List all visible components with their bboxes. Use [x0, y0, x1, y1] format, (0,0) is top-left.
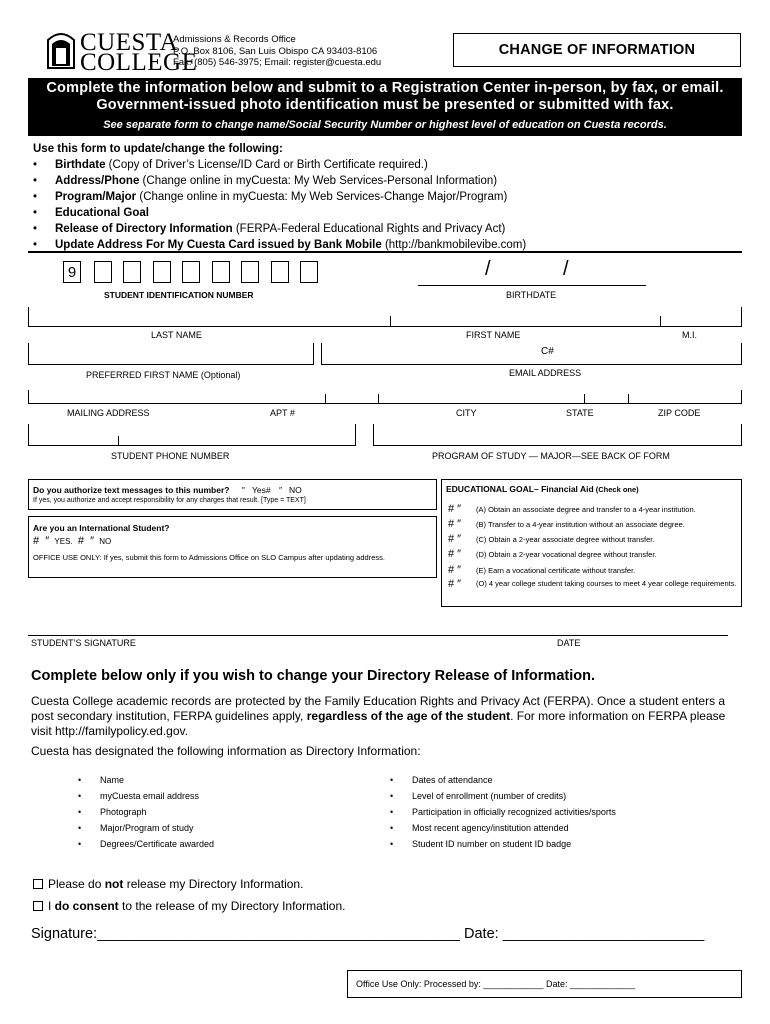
text-message-box — [28, 479, 437, 510]
list-item: • Level of enrollment (number of credits) — [390, 788, 616, 804]
list-item: • Dates of attendance — [390, 772, 616, 788]
list-item: • Student ID number on student ID badge — [390, 836, 616, 852]
form-title: CHANGE OF INFORMATION — [453, 33, 741, 67]
first-name-label: FIRST NAME — [466, 330, 521, 340]
student-id-digit-box[interactable] — [123, 261, 141, 283]
student-id-digit-box[interactable] — [153, 261, 171, 283]
logo-text-college: COLLEGE — [80, 49, 198, 76]
field-divider — [325, 394, 326, 404]
mailing-address-label: MAILING ADDRESS — [67, 408, 150, 418]
student-signature-label: STUDENT’S SIGNATURE — [31, 638, 136, 648]
program-label: PROGRAM OF STUDY — MAJOR—SEE BACK OF FORM — [432, 451, 670, 461]
instruction-banner — [28, 78, 742, 136]
banner-line-1: Complete the information below and submit to a Registration Center in-person, by fax, or email. — [46, 80, 724, 96]
field-divider — [660, 316, 661, 327]
international-question: Are you an International Student? — [33, 523, 170, 533]
office-line: Fax: (805) 546-3975; Email: register@cuesta.edu — [173, 57, 382, 68]
email-field[interactable] — [321, 343, 742, 365]
goal-option[interactable]: # ″ (C) Obtain a 2-year associate degree without transfer. — [448, 533, 655, 545]
state-label: STATE — [566, 408, 594, 418]
intro-heading: Use this form to update/change the following: — [33, 143, 283, 155]
preferred-name-label: PREFERRED FIRST NAME (Optional) — [86, 370, 241, 380]
checkbox-consent[interactable] — [33, 901, 43, 911]
intro-item: • Update Address For My Cuesta Card issued by Bank Mobile (http://bankmobilevibe.com) — [33, 237, 526, 253]
consent-option[interactable]: I do consent to the release of my Directory Information. — [33, 899, 345, 913]
birthdate-line[interactable] — [418, 285, 646, 286]
city-label: CITY — [456, 408, 477, 418]
email-label: EMAIL ADDRESS — [509, 368, 582, 378]
office-line: Admissions & Records Office — [173, 34, 296, 45]
birthdate-slash: / — [485, 258, 491, 280]
checkbox-yes[interactable]: ″ Yes# — [241, 485, 271, 495]
mailing-address-field[interactable] — [28, 390, 742, 404]
field-divider — [584, 394, 585, 404]
text-message-question: Do you authorize text messages to this number? ″ Yes# ″ NO — [33, 485, 302, 495]
phone-field[interactable] — [28, 424, 356, 446]
list-item: • Degrees/Certificate awarded — [78, 836, 214, 852]
student-id-digit-box[interactable] — [212, 261, 230, 283]
mi-label: M.I. — [682, 330, 697, 340]
preferred-name-field[interactable] — [28, 343, 314, 365]
checkbox-no[interactable]: ″ NO — [278, 485, 302, 495]
intro-item: • Educational Goal — [33, 205, 526, 221]
no-release-option[interactable]: Please do not release my Directory Information. — [33, 877, 303, 891]
list-item: • Photograph — [78, 804, 214, 820]
apt-label: APT # — [270, 408, 295, 418]
ferpa-paragraph: Cuesta College academic records are protected by the Family Education Rights and Privacy Act (FERPA). Once a student enters a post secondary institution, FERPA guidelines apply, regardless of the age of the student. For more information on FERPA please visit http://familypolicy.ed.gov. — [31, 694, 726, 738]
student-id-digit-box[interactable] — [271, 261, 289, 283]
directory-list-right — [390, 772, 616, 852]
student-id-digit-box[interactable] — [241, 261, 259, 283]
birthdate-label: BIRTHDATE — [506, 290, 557, 300]
date-label: DATE — [557, 638, 581, 648]
intro-section — [33, 141, 526, 253]
goal-title: EDUCATIONAL GOAL– Financial Aid (Check one) — [446, 484, 639, 494]
checkbox-yes[interactable]: # ″ — [33, 535, 50, 547]
directory-list-left — [78, 772, 214, 852]
field-divider — [628, 394, 629, 404]
intro-item: • Program/Major (Change online in myCuesta: My Web Services-Change Major/Program) — [33, 189, 526, 205]
goal-option[interactable]: # ″ (B) Transfer to a 4-year institution without an associate degree. — [448, 518, 685, 530]
student-id-label: STUDENT IDENTIFICATION NUMBER — [104, 290, 254, 300]
directory-signature-line[interactable]: Signature:_____________________________________________ Date: _________________________ — [31, 926, 705, 942]
goal-option[interactable]: # ″ (E) Earn a vocational certificate without transfer. — [448, 564, 636, 576]
office-line: P.O. Box 8106, San Luis Obispo CA 93403-8106 — [173, 45, 378, 57]
program-field[interactable] — [373, 424, 742, 446]
international-options: # ″ YES. # ″ NO — [33, 535, 112, 547]
educational-goal-box — [441, 479, 742, 607]
field-divider — [390, 316, 391, 327]
zip-label: ZIP CODE — [658, 408, 701, 418]
office-use-box: Office Use Only: Processed by: ____________ Date: _____________ — [347, 970, 742, 998]
directory-intro: Cuesta has designated the following information as Directory Information: — [31, 744, 421, 758]
list-item: • Name — [78, 772, 214, 788]
logo-text-cuesta: CUESTA — [80, 29, 179, 56]
goal-option[interactable]: # ″ (O) 4 year college student taking courses to meet 4 year college requirements. — [448, 578, 737, 590]
goal-option[interactable]: # ″ (D) Obtain a 2-year vocational degree without transfer. — [448, 548, 657, 560]
office-use-note: OFFICE USE ONLY: If yes, submit this form to Admissions Office on SLO Campus after updating address. — [33, 553, 385, 562]
international-box — [28, 516, 437, 578]
directory-heading: Complete below only if you wish to change your Directory Release of Information. — [31, 668, 595, 684]
student-id-digit-box[interactable]: 9 — [63, 261, 81, 283]
field-divider — [118, 436, 119, 446]
checkbox-no[interactable]: # ″ — [77, 535, 95, 547]
goal-option[interactable]: # ″ (A) Obtain an associate degree and transfer to a 4-year institution. — [448, 503, 696, 515]
intro-item: • Release of Directory Information (FERPA-Federal Educational Rights and Privacy Act) — [33, 221, 526, 237]
list-item: • Most recent agency/institution attended — [390, 820, 616, 836]
list-item: • Major/Program of study — [78, 820, 214, 836]
intro-item: • Birthdate (Copy of Driver’s License/ID Card or Birth Certificate required.) — [33, 157, 526, 173]
office-contact — [173, 34, 381, 69]
field-divider — [378, 394, 379, 404]
student-id-digit-box[interactable] — [300, 261, 318, 283]
checkbox-no-release[interactable] — [33, 879, 43, 889]
banner-line-2: Government-issued photo identification must be presented or submitted with fax. — [96, 97, 674, 113]
text-message-note: If yes, you authorize and accept responsibility for any charges that result. [Type = TEXT] — [33, 497, 306, 504]
birthdate-slash: / — [563, 258, 569, 280]
name-field[interactable] — [28, 307, 742, 327]
intro-item: • Address/Phone (Change online in myCuesta: My Web Services-Personal Information) — [33, 173, 526, 189]
last-name-label: LAST NAME — [151, 330, 202, 340]
college-seal-icon — [46, 30, 76, 70]
student-id-digit-box[interactable] — [94, 261, 112, 283]
banner-line-3: See separate form to change name/Social Security Number or highest level of education on Cuesta records. — [103, 119, 667, 131]
phone-label: STUDENT PHONE NUMBER — [111, 451, 230, 461]
c-number-label: C# — [541, 346, 554, 357]
signature-line[interactable] — [28, 635, 728, 636]
list-item: • Participation in officially recognized activities/sports — [390, 804, 616, 820]
section-divider — [28, 251, 742, 253]
student-id-digit-box[interactable] — [182, 261, 200, 283]
list-item: • myCuesta email address — [78, 788, 214, 804]
